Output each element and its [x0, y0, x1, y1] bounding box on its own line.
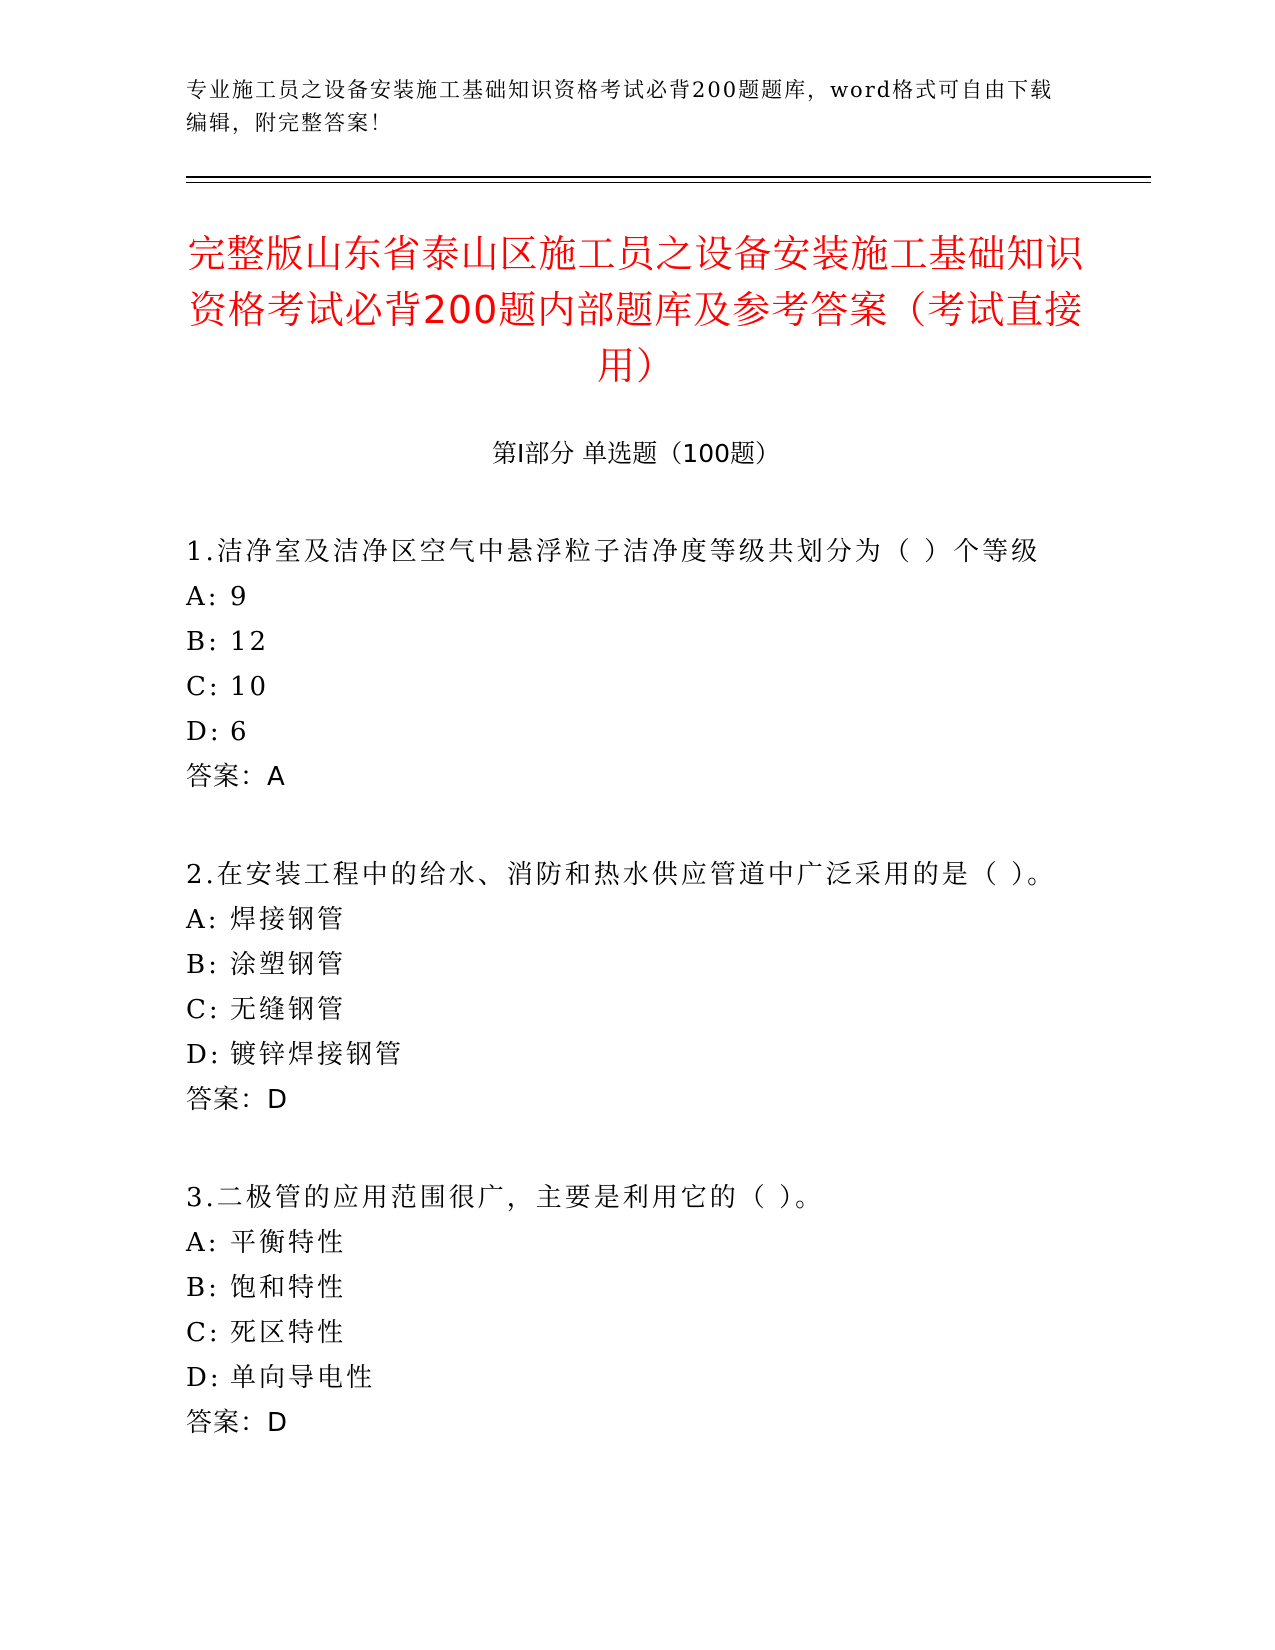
option-b: [186, 943, 1151, 988]
option-text: 镀锌焊接钢管: [230, 1040, 405, 1070]
option-c: [186, 665, 1151, 710]
option-letter: B:: [186, 627, 220, 657]
question-item: [186, 1176, 1151, 1446]
question-stem: 3.二极管的应用范围很广，主要是利用它的（ ）。: [186, 1183, 825, 1213]
option-c: [186, 1311, 1151, 1356]
option-letter: A:: [186, 582, 220, 612]
question-list: [186, 530, 1151, 1499]
question-item: [186, 853, 1151, 1123]
option-letter: D:: [186, 717, 222, 747]
option-text: 死区特性: [230, 1318, 347, 1348]
answer-line: 答案：A: [186, 762, 286, 792]
header-divider-thin: [186, 182, 1151, 183]
option-text: 饱和特性: [230, 1273, 347, 1303]
option-text: 无缝钢管: [230, 995, 347, 1025]
option-text: 9: [230, 582, 250, 612]
question-item: [186, 530, 1151, 800]
option-d: [186, 1356, 1151, 1401]
option-c: [186, 988, 1151, 1033]
header-note: 专业施工员之设备安装施工基础知识资格考试必背200题题库，word格式可自由下载编辑，附完整答案！: [186, 78, 1054, 135]
option-a: [186, 898, 1151, 943]
answer-line: 答案：D: [186, 1085, 289, 1115]
option-letter: C:: [186, 1318, 221, 1348]
option-letter: B:: [186, 1273, 220, 1303]
question-stem: 2.在安装工程中的给水、消防和热水供应管道中广泛采用的是（ ）。: [186, 860, 1057, 890]
option-text: 10: [230, 672, 270, 702]
header-divider-thick: [186, 176, 1151, 178]
option-text: 涂塑钢管: [230, 950, 347, 980]
option-text: 6: [230, 717, 250, 747]
option-b: [186, 620, 1151, 665]
option-d: [186, 710, 1151, 755]
option-letter: C:: [186, 672, 221, 702]
option-letter: B:: [186, 950, 220, 980]
option-text: 平衡特性: [230, 1228, 347, 1258]
option-text: 12: [230, 627, 270, 657]
option-letter: C:: [186, 995, 221, 1025]
option-letter: D:: [186, 1040, 222, 1070]
option-letter: A:: [186, 1228, 220, 1258]
option-text: 单向导电性: [230, 1363, 376, 1393]
document-title: 完整版山东省泰山区施工员之设备安装施工基础知识资格考试必背200题内部题库及参考答案（考试直接用）: [187, 232, 1085, 388]
answer-line: 答案：D: [186, 1408, 289, 1438]
option-a: [186, 575, 1151, 620]
question-stem: 1.洁净室及洁净区空气中悬浮粒子洁净度等级共划分为（ ）个等级: [186, 537, 1041, 567]
option-d: [186, 1033, 1151, 1078]
section-heading: 第Ⅰ部分 单选题（100题）: [491, 439, 781, 468]
option-text: 焊接钢管: [230, 905, 347, 935]
option-letter: D:: [186, 1363, 222, 1393]
option-letter: A:: [186, 905, 220, 935]
option-a: [186, 1221, 1151, 1266]
option-b: [186, 1266, 1151, 1311]
